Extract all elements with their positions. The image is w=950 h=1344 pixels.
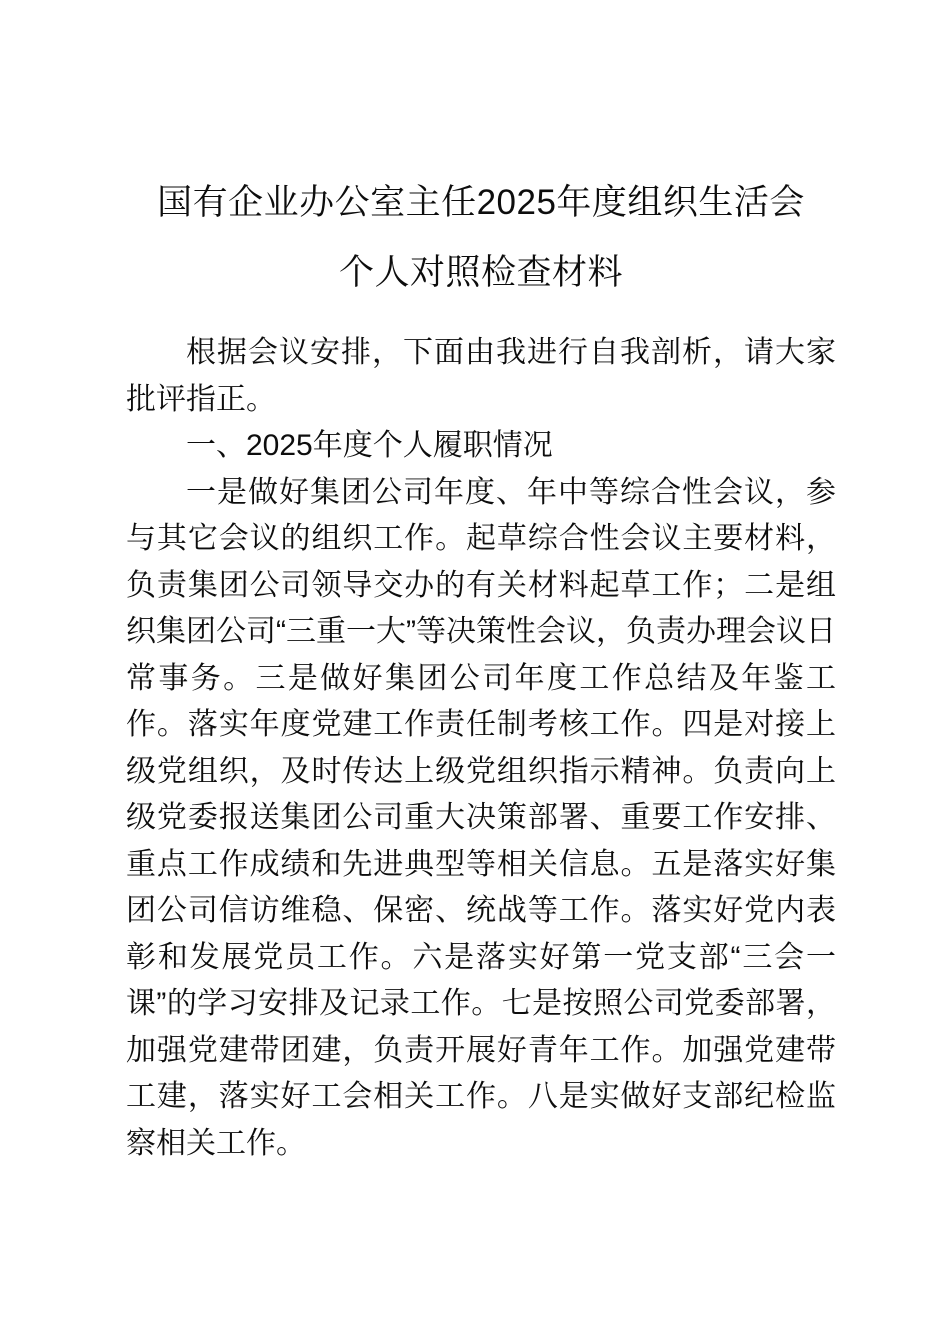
document-title-line-2: 个人对照检查材料: [338, 253, 623, 292]
document-body: [126, 0, 836, 1167]
section-heading-1: 一、2025年度个人履职情况: [186, 429, 553, 462]
intro-paragraph: 根据会议安排，下面由我进行自我剖析，请大家批评指正。: [126, 336, 836, 416]
document-title-line-1: 国有企业办公室主任2025年度组织生活会: [157, 183, 805, 222]
section-1-paragraph: 一是做好集团公司年度、年中等综合性会议，参与其它会议的组织工作。起草综合性会议主要材料，负责集团公司领导交办的有关材料起草工作；二是组织集团公司“三重一大”等决策性会议，负责办理会议日常事务。三是做好集团公司年度工作总结及年鉴工作。落实年度党建工作责任制考核工作。四是对接上级党组织，及时传达上级党组织指示精神。负责向上级党委报送集团公司重大决策部署、重要工作安排、重点工作成绩和先进典型等相关信息。五是落实好集团公司信访维稳、保密、统战等工作。落实好党内表彰和发展党员工作。六是落实好第一党支部“三会一课”的学习安排及记录工作。七是按照公司党委部署，加强党建带团建，负责开展好青年工作。加强党建带工建，落实好工会相关工作。八是实做好支部纪检监察相关工作。: [126, 475, 836, 1160]
